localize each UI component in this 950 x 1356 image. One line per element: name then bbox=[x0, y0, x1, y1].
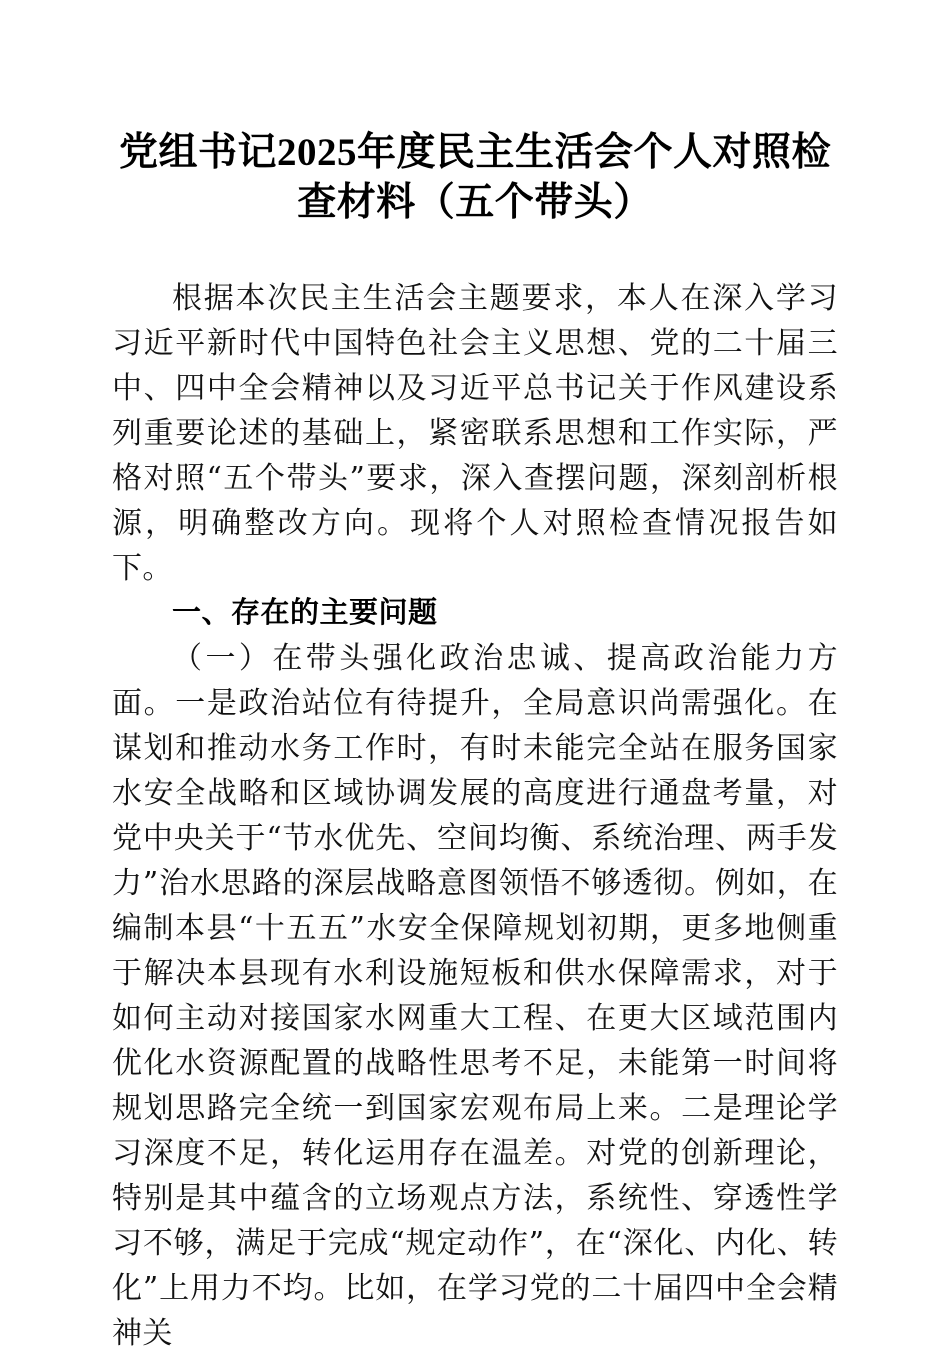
paragraph-item-one: （一）在带头强化政治忠诚、提高政治能力方面。一是政治站位有待提升，全局意识尚需强化。在谋划和推动水务工作时，有时未能完全站在服务国家水安全战略和区域协调发展的高度进行通盘考量，对党中央关于“节水优先、空间均衡、系统治理、两手发力”治水思路的深层战略意图领悟不够透彻。例如，在编制本县“十五五”水安全保障规划初期，更多地侧重于解决本县现有水利设施短板和供水保障需求，对于如何主动对接国家水网重大工程、在更大区域范围内优化水资源配置的战略性思考不足，未能第一时间将规划思路完全统一到国家宏观布局上来。二是理论学习深度不足，转化运用存在温差。对党的创新理论，特别是其中蕴含的立场观点方法，系统性、穿透性学习不够，满足于完成“规定动作”，在“深化、内化、转化”上用力不均。比如，在学习党的二十届四中全会精神关 bbox=[112, 641, 838, 1351]
document-body bbox=[112, 276, 838, 1356]
section-heading-main-problems: 一、存在的主要问题 bbox=[172, 597, 438, 629]
page-title: 党组书记2025年度民主生活会个人对照检查材料（五个带头） bbox=[118, 131, 831, 224]
paragraph-intro: 根据本次民主生活会主题要求，本人在深入学习习近平新时代中国特色社会主义思想、党的二十届三中、四中全会精神以及习近平总书记关于作风建设系列重要论述的基础上，紧密联系思想和工作实际，严格对照“五个带头”要求，深入查摆问题，深刻剖析根源，明确整改方向。现将个人对照检查情况报告如下。 bbox=[112, 281, 838, 586]
